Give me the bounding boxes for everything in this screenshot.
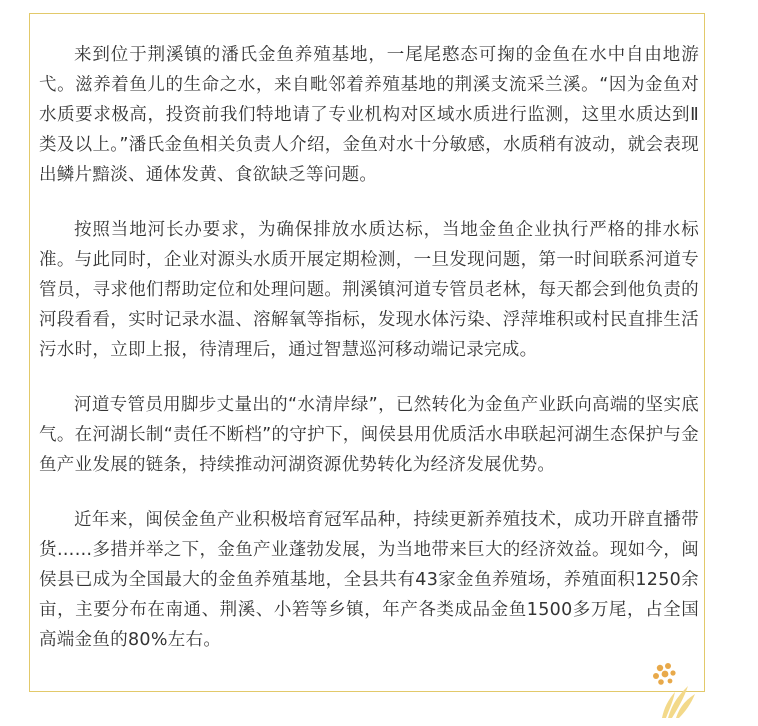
paragraph-1: 来到位于荆溪镇的潘氏金鱼养殖基地，一尾尾憨态可掬的金鱼在水中自由地游弋。滋养着鱼儿的生命之水，来自毗邻着养殖基地的荆溪支流采兰溪。“因为金鱼对水质要求极高，投资前我们特地请了专业机构对区域水质进行监测，这里水质达到Ⅱ类及以上。”潘氏金鱼相关负责人介绍，金鱼对水十分敏感，水质稍有波动，就会表现出鳞片黯淡、通体发黄、食欲缺乏等问题。 xyxy=(39,45,699,185)
paragraph-2: 按照当地河长办要求，为确保排放水质达标，当地金鱼企业执行严格的排水标准。与此同时，企业对源头水质开展定期检测，一旦发现问题，第一时间联系河道专管员，寻求他们帮助定位和处理问题。荆溪镇河道专管员老林，每天都会到他负责的河段看看，实时记录水温、溶解氧等指标，发现水体污染、浮萍堆积或村民直排生活污水时，立即上报，待清理后，通过智慧巡河移动端记录完成。 xyxy=(39,220,699,360)
paragraph-4: 近年来，闽侯金鱼产业积极培育冠军品种，持续更新养殖技术，成功开辟直播带货……多措并举之下，金鱼产业蓬勃发展，为当地带来巨大的经济效益。现如今，闽侯县已成为全国最大的金鱼养殖基地，全县共有43家金鱼养殖场，养殖面积1250余亩，主要分布在南通、荆溪、小箬等乡镇，年产各类成品金鱼1500多万尾，占全国高端金鱼的80%左右。 xyxy=(39,510,699,650)
article-body xyxy=(39,40,699,680)
wheat-ornament-icon xyxy=(648,660,698,720)
paragraph-3: 河道专管员用脚步丈量出的“水清岸绿”，已然转化为金鱼产业跃向高端的坚实底气。在河湖长制“责任不断档”的守护下，闽侯县用优质活水串联起河湖生态保护与金鱼产业发展的链条，持续推动河湖资源优势转化为经济发展优势。 xyxy=(39,395,699,475)
